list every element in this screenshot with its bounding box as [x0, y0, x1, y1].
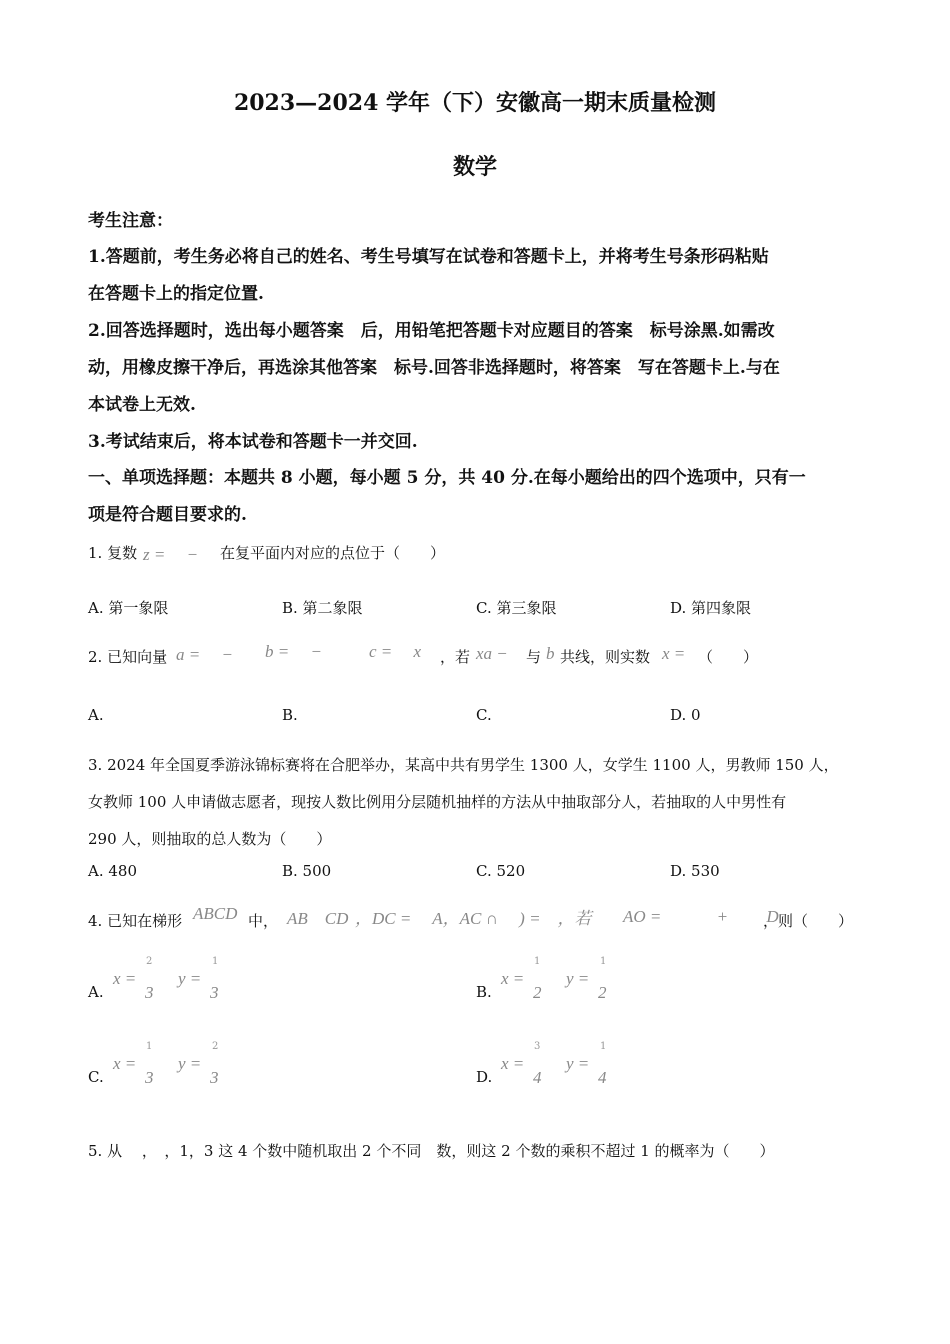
q2-if: ，若 — [440, 648, 471, 666]
q2-collinear-text: 共线，则实数 — [560, 648, 651, 666]
q3-option-b: B. 500 — [282, 862, 332, 880]
subject-title: 数学 — [452, 154, 497, 180]
notice-item-1-line-1: 1.答题前，考生务必将自己的姓名、考生号填写在试卷和答题卡上，并将考生号条形码粘贴 — [88, 247, 769, 267]
q3-option-c: C. 520 — [476, 862, 526, 880]
notice-item-2-line-1: 2.回答选择题时，选出每小题答案 后，用铅笔把答题卡对应题目的答案 标号涂黑.如需改 — [88, 321, 775, 341]
section-1-line-1: 一、单项选择题：本题共 8 小题，每小题 5 分，共 40 分.在每小题给出的四个选项中，只有一 — [88, 468, 806, 488]
q3-option-a: A. 480 — [88, 862, 137, 880]
q1-stem-prefix: 1. 复数 — [88, 544, 138, 562]
q1-option-a: A. 第一象限 — [88, 599, 169, 617]
notice-item-2-line-3: 本试卷上无效. — [88, 395, 196, 415]
notice-heading: 考生注意： — [88, 211, 173, 231]
q4-in: 中， — [248, 912, 279, 930]
q2-x-equals: x = — [662, 644, 686, 663]
q1-option-c: C. 第三象限 — [476, 599, 557, 617]
q1-option-d: D. 第四象限 — [670, 599, 752, 617]
q2-vector-b: b = − — [265, 642, 322, 661]
q2-b-variable: b — [546, 644, 555, 663]
q3-line-3: 290 人，则抽取的总人数为（ ） — [88, 830, 332, 848]
q3-line-1: 3. 2024 年全国夏季游泳锦标赛将在合肥举办，某高中共有男学生 1300 人，女学生 1100 人，男教师 150 人， — [88, 756, 839, 774]
q1-option-b: B. 第二象限 — [282, 599, 363, 617]
notice-item-3: 3.考试结束后，将本试卷和答题卡一并交回. — [88, 432, 418, 452]
q4-conditions: ，DC = A，AC ∩ ) = ，若 — [355, 909, 592, 928]
q3-line-2: 女教师 100 人申请做志愿者，现按人数比例用分层随机抽样的方法从中抽取部分人，若抽取的人中男性有 — [88, 793, 787, 811]
section-1-line-2: 项是符合题目要求的. — [88, 505, 247, 525]
q4-trapezoid-name: ABCD — [193, 904, 238, 923]
q3-option-d: D. 530 — [670, 862, 720, 880]
exam-title: 2023—2024 学年（下）安徽高一期末质量检测 — [233, 90, 717, 116]
notice-item-1-line-2: 在答题卡上的指定位置. — [88, 284, 264, 304]
q2-stem-prefix: 2. 已知向量 — [88, 648, 168, 666]
q4-stem-suffix: ，则（ ） — [763, 912, 854, 930]
q2-vector-c: c = x — [369, 642, 422, 661]
q2-option-d: D. 0 — [670, 706, 701, 724]
q5-stem: 5. 从 ， ，1，3 这 4 个数中随机取出 2 个不同 数，则这 2 个数的乘积不超过 1 的概率为（ ） — [88, 1142, 775, 1160]
notice-item-2-line-2: 动，用橡皮擦干净后，再选涂其他答案 标号.回答非选择题时，将答案 写在答题卡上.与在 — [88, 358, 780, 378]
q2-option-b: B. — [282, 706, 298, 724]
q2-and: 与 — [526, 648, 542, 666]
q1-expression: z = − — [143, 545, 199, 564]
q4-stem-prefix: 4. 已知在梯形 — [88, 912, 183, 930]
q4-parallel-sides: AB CD — [287, 909, 349, 928]
q2-answer-paren: （ ） — [698, 648, 759, 666]
q2-vector-a: a = − — [176, 645, 233, 664]
q2-option-c: C. — [476, 706, 492, 724]
q2-option-a: A. — [88, 706, 104, 724]
q1-stem-suffix: 在复平面内对应的点位于（ ） — [220, 544, 446, 562]
q2-expression: xa − — [476, 644, 508, 663]
q4-ao-expression: AO = + D — [623, 907, 779, 926]
